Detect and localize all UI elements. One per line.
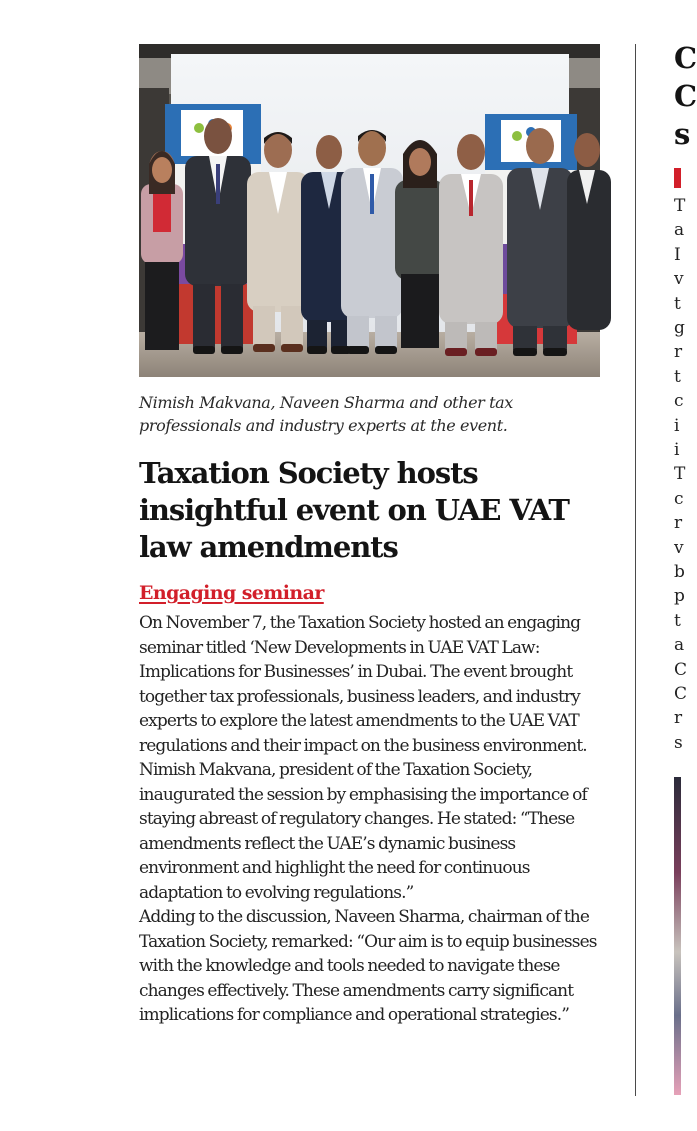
event-photo <box>139 44 600 377</box>
adjacent-line-fragment: t <box>674 366 681 387</box>
adjacent-line-fragment: T <box>674 196 686 216</box>
paragraph: On November 7, the Taxation Society hosted an engaging seminar titled ‘New Developments in UAE VAT Law: Implications for Businesses’ in Dubai. The event brought together tax professionals, business leaders, and industry experts to explore the latest amendments to the UAE VAT regulations and their impact on the business environment. <box>139 613 587 756</box>
adjacent-line-fragment: I <box>674 244 681 265</box>
article-subhead: Engaging seminar <box>139 582 324 604</box>
adjacent-line-fragment: a <box>674 635 685 656</box>
adjacent-line-fragment: b <box>674 562 685 582</box>
photo-caption: Nimish Makvana, Naveen Sharma and other tax professionals and industry experts at the event. <box>139 393 513 435</box>
adjacent-line-fragment: T <box>674 464 686 485</box>
adjacent-line-fragment: g <box>674 318 685 338</box>
adjacent-photo-fragment <box>674 777 681 1095</box>
adjacent-line-fragment: C <box>674 659 688 680</box>
adjacent-line-fragment: v <box>674 537 684 558</box>
adjacent-headline-fragment: s <box>674 117 691 151</box>
adjacent-line-fragment: c <box>674 391 684 412</box>
adjacent-line-fragment: r <box>674 708 683 729</box>
paragraph: Nimish Makvana, president of the Taxation Society, inaugurated the session by emphasising the importance of staying abreast of regulatory changes. He stated: “These amendments reflect the UAE’s dynamic business environment and highlight the need for continuous adaptation to evolving regulations.” <box>139 760 587 903</box>
adjacent-headline-fragment: C <box>674 79 697 113</box>
adjacent-line-fragment: c <box>674 488 684 509</box>
adjacent-line-fragment: p <box>674 586 685 607</box>
article-headline: Taxation Society hosts insightful event on UAE VAT law amendments <box>139 456 569 564</box>
adjacent-line-fragment: a <box>674 220 685 241</box>
article-body <box>139 611 604 1028</box>
adjacent-line-fragment: v <box>674 269 684 290</box>
adjacent-subhead-fragment <box>674 168 681 188</box>
adjacent-line-fragment: s <box>674 732 683 753</box>
adjacent-headline-fragment: C <box>674 41 697 75</box>
paragraph: Adding to the discussion, Naveen Sharma, chairman of the Taxation Society, remarked: “Our aim is to equip businesses with the knowledge and tools needed to navigate these changes effectively. These amendments carry significant implications for compliance and operational strategies.” <box>139 907 597 1025</box>
column-divider <box>635 44 636 1096</box>
adjacent-line-fragment: i <box>674 440 680 460</box>
adjacent-line-fragment: C <box>674 684 688 704</box>
adjacent-line-fragment: t <box>674 610 681 631</box>
adjacent-line-fragment: r <box>674 342 683 363</box>
adjacent-line-fragment: r <box>674 513 683 534</box>
adjacent-article-cutoff <box>674 0 697 1131</box>
adjacent-line-fragment: i <box>674 415 680 436</box>
adjacent-line-fragment: t <box>674 293 681 314</box>
